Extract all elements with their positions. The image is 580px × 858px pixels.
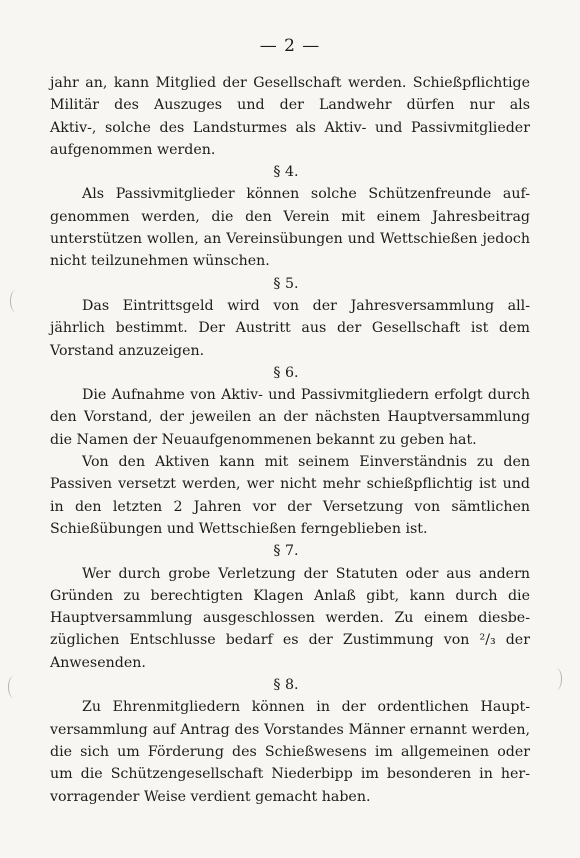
text-line: züglichen Entschlusse bedarf es der Zustimmung von ²/₃ der xyxy=(50,632,530,649)
text-line: Von den Aktiven kann mit seinem Einverständnis zu den xyxy=(82,454,530,471)
text-line: versammlung auf Antrag des Vorstandes Männer ernannt werden, xyxy=(50,721,530,738)
text-line: die sich um Förderung des Schießwesens im allgemeinen oder xyxy=(50,743,530,760)
text-line: Als Passivmitglieder können solche Schützenfreunde auf- xyxy=(82,186,530,203)
text-line: die Namen der Neuaufgenommenen bekannt zu geben hat. xyxy=(50,431,477,448)
punch-hole-mark xyxy=(10,290,21,312)
text-line: Gründen zu berechtigten Klagen Anlaß gibt, kann durch die xyxy=(50,587,530,604)
section-heading-7: § 7. xyxy=(273,543,299,560)
text-line: Militär des Auszuges und der Landwehr dürfen nur als xyxy=(50,97,530,114)
text-line: Passiven versetzt werden, wer nicht mehr schießpflichtig ist und xyxy=(50,476,530,493)
text-line: Anwesenden. xyxy=(50,654,146,671)
text-line: Aktiv-, solche des Landsturmes als Aktiv- und Passivmitglieder xyxy=(50,119,530,136)
section-heading-5: § 5. xyxy=(273,275,299,292)
text-line: aufgenommen werden. xyxy=(50,141,216,158)
text-line: Hauptversammlung ausgeschlossen werden. Zu einem diesbe- xyxy=(50,610,530,627)
section-heading-8: § 8. xyxy=(273,677,299,694)
text-line: den Vorstand, der jeweilen an der nächsten Hauptversammlung xyxy=(50,409,530,426)
text-line: Zu Ehrenmitgliedern können in der ordentlichen Haupt- xyxy=(82,699,530,716)
punch-hole-mark xyxy=(551,668,562,690)
punch-hole-mark xyxy=(8,676,19,698)
text-line: Das Eintrittsgeld wird von der Jahresversammlung all- xyxy=(82,297,530,314)
text-line: Vorstand anzuzeigen. xyxy=(50,342,205,359)
text-line: jährlich bestimmt. Der Austritt aus der Gesellschaft ist dem xyxy=(50,320,530,337)
text-line: genommen werden, die den Verein mit einem Jahresbeitrag xyxy=(50,208,530,225)
section-heading-6: § 6. xyxy=(273,364,299,381)
section-heading-4: § 4. xyxy=(273,164,299,181)
text-line: Die Aufnahme von Aktiv- und Passivmitgliedern erfolgt durch xyxy=(82,387,530,404)
text-line: jahr an, kann Mitglied der Gesellschaft werden. Schießpflichtige xyxy=(50,75,530,91)
text-line: Schießübungen und Wettschießen ferngeblieben ist. xyxy=(50,520,428,537)
text-line: in den letzten 2 Jahren vor der Versetzung von sämtlichen xyxy=(50,498,530,515)
page-number: — 2 — xyxy=(259,36,321,56)
statute-text xyxy=(50,72,530,808)
text-line: um die Schützengesellschaft Niederbipp im besonderen in her- xyxy=(50,766,530,783)
text-line: unterstützen wollen, an Vereinsübungen und Wettschießen jedoch xyxy=(50,231,530,248)
text-line: nicht teilzunehmen wünschen. xyxy=(50,253,270,270)
text-line: Wer durch grobe Verletzung der Statuten oder aus andern xyxy=(82,565,530,582)
text-line: vorragender Weise verdient gemacht haben. xyxy=(50,788,371,805)
